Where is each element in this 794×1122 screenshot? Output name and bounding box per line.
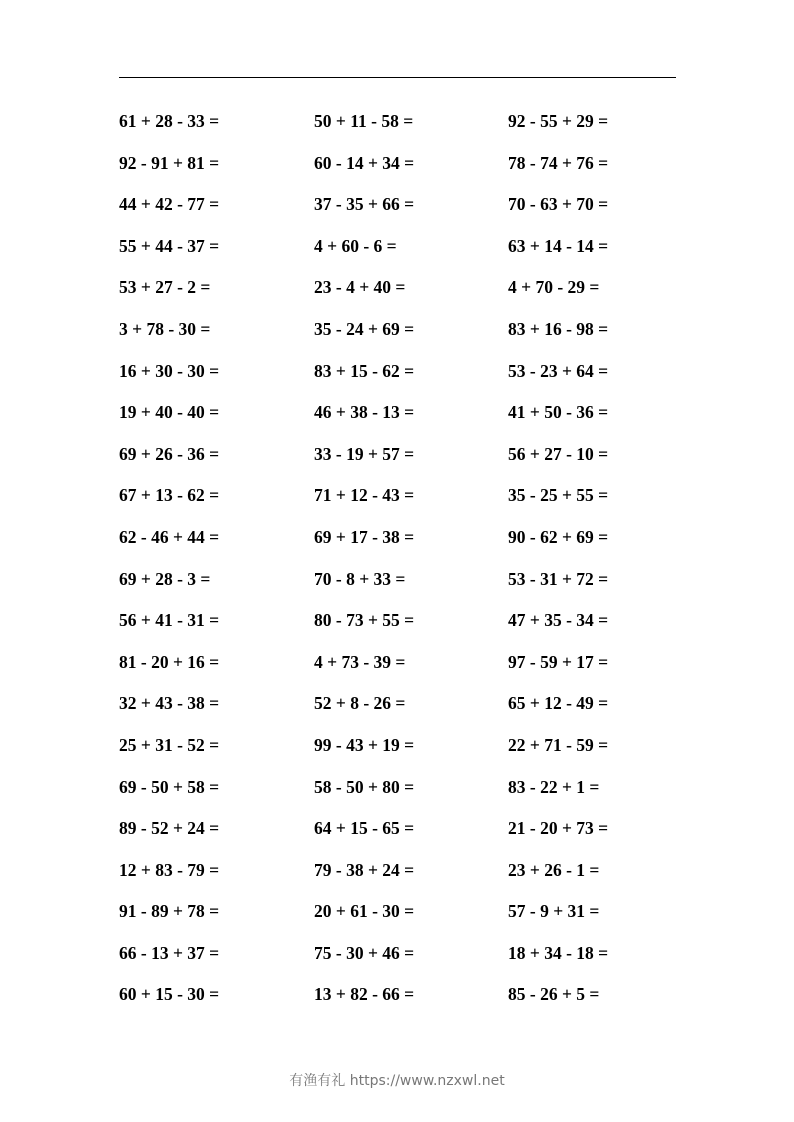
- equation-item: 4 + 60 - 6 =: [314, 235, 397, 256]
- equation-row: [119, 776, 679, 818]
- equation-item: 52 + 8 - 26 =: [314, 693, 406, 714]
- equation-row: [119, 526, 679, 568]
- equation-item: 71 + 12 - 43 =: [314, 485, 415, 506]
- equation-item: 62 - 46 + 44 =: [119, 526, 220, 547]
- equation-item: 78 - 74 + 76 =: [508, 152, 609, 173]
- equation-row: [119, 484, 679, 526]
- equation-item: 92 - 55 + 29 =: [508, 111, 609, 131]
- equation-item: 19 + 40 - 40 =: [119, 402, 220, 423]
- equation-item: 92 - 91 + 81 =: [119, 152, 220, 173]
- equation-item: 85 - 26 + 5 =: [508, 984, 600, 1005]
- equation-row: [119, 651, 679, 693]
- equation-item: 22 + 71 - 59 =: [508, 734, 609, 755]
- equation-item: 55 + 44 - 37 =: [119, 235, 220, 256]
- equation-item: 46 + 38 - 13 =: [314, 402, 415, 423]
- equation-item: 60 + 15 - 30 =: [119, 984, 220, 1005]
- equation-row: [119, 942, 679, 984]
- equation-item: 75 - 30 + 46 =: [314, 942, 415, 963]
- equation-item: 53 - 31 + 72 =: [508, 568, 609, 589]
- equation-item: 32 + 43 - 38 =: [119, 693, 220, 714]
- equation-item: 23 + 26 - 1 =: [508, 859, 600, 880]
- equation-item: 21 - 20 + 73 =: [508, 818, 609, 839]
- equation-item: 44 + 42 - 77 =: [119, 194, 220, 215]
- equation-item: 67 + 13 - 62 =: [119, 485, 220, 506]
- equation-row: [119, 609, 679, 651]
- equation-item: 63 + 14 - 14 =: [508, 235, 609, 256]
- equation-row: [119, 900, 679, 942]
- equation-item: 4 + 73 - 39 =: [314, 651, 406, 672]
- equation-item: 56 + 27 - 10 =: [508, 443, 609, 464]
- equation-row: [119, 859, 679, 901]
- equation-item: 20 + 61 - 30 =: [314, 901, 415, 922]
- equation-item: 57 - 9 + 31 =: [508, 901, 600, 922]
- equation-item: 89 - 52 + 24 =: [119, 818, 220, 839]
- equation-item: 69 + 26 - 36 =: [119, 443, 220, 464]
- equation-item: 70 - 8 + 33 =: [314, 568, 406, 589]
- equation-item: 79 - 38 + 24 =: [314, 859, 415, 880]
- equation-row: [119, 734, 679, 776]
- equation-item: 37 - 35 + 66 =: [314, 194, 415, 215]
- equation-item: 53 + 27 - 2 =: [119, 277, 211, 298]
- equation-item: 25 + 31 - 52 =: [119, 734, 220, 755]
- equation-row: [119, 401, 679, 443]
- equation-item: 50 + 11 - 58 =: [314, 111, 414, 131]
- equation-row: [119, 692, 679, 734]
- equation-grid: [119, 110, 679, 1025]
- footer-watermark: 有渔有礼 https://www.nzxwl.net: [289, 1073, 505, 1089]
- equation-row: [119, 983, 679, 1025]
- equation-item: 99 - 43 + 19 =: [314, 734, 415, 755]
- equation-row: [119, 318, 679, 360]
- equation-item: 83 + 16 - 98 =: [508, 318, 609, 339]
- equation-item: 16 + 30 - 30 =: [119, 360, 220, 381]
- equation-item: 65 + 12 - 49 =: [508, 693, 609, 714]
- equation-item: 58 - 50 + 80 =: [314, 776, 415, 797]
- equation-item: 64 + 15 - 65 =: [314, 818, 415, 839]
- equation-row: [119, 235, 679, 277]
- equation-item: 81 - 20 + 16 =: [119, 651, 220, 672]
- header-rule: [119, 77, 676, 78]
- equation-item: 53 - 23 + 64 =: [508, 360, 609, 381]
- equation-item: 91 - 89 + 78 =: [119, 901, 220, 922]
- equation-item: 41 + 50 - 36 =: [508, 402, 609, 423]
- equation-row: [119, 152, 679, 194]
- equation-item: 83 + 15 - 62 =: [314, 360, 415, 381]
- equation-item: 4 + 70 - 29 =: [508, 277, 600, 298]
- equation-row: [119, 360, 679, 402]
- equation-row: [119, 817, 679, 859]
- equation-row: [119, 193, 679, 235]
- equation-item: 69 + 17 - 38 =: [314, 526, 415, 547]
- equation-item: 23 - 4 + 40 =: [314, 277, 406, 298]
- equation-item: 18 + 34 - 18 =: [508, 942, 609, 963]
- equation-item: 60 - 14 + 34 =: [314, 152, 415, 173]
- equation-item: 69 - 50 + 58 =: [119, 776, 220, 797]
- equation-item: 35 - 25 + 55 =: [508, 485, 609, 506]
- equation-row: [119, 443, 679, 485]
- equation-item: 61 + 28 - 33 =: [119, 111, 220, 131]
- equation-item: 3 + 78 - 30 =: [119, 318, 211, 339]
- equation-item: 33 - 19 + 57 =: [314, 443, 415, 464]
- equation-item: 66 - 13 + 37 =: [119, 942, 220, 963]
- equation-item: 56 + 41 - 31 =: [119, 610, 220, 631]
- equation-row: [119, 110, 679, 152]
- equation-item: 13 + 82 - 66 =: [314, 984, 415, 1005]
- equation-item: 70 - 63 + 70 =: [508, 194, 609, 215]
- equation-item: 69 + 28 - 3 =: [119, 568, 211, 589]
- equation-item: 12 + 83 - 79 =: [119, 859, 220, 880]
- equation-item: 90 - 62 + 69 =: [508, 526, 609, 547]
- equation-item: 83 - 22 + 1 =: [508, 776, 600, 797]
- equation-item: 80 - 73 + 55 =: [314, 610, 415, 631]
- equation-row: [119, 568, 679, 610]
- equation-row: [119, 276, 679, 318]
- equation-item: 35 - 24 + 69 =: [314, 318, 415, 339]
- equation-item: 47 + 35 - 34 =: [508, 610, 609, 631]
- equation-item: 97 - 59 + 17 =: [508, 651, 609, 672]
